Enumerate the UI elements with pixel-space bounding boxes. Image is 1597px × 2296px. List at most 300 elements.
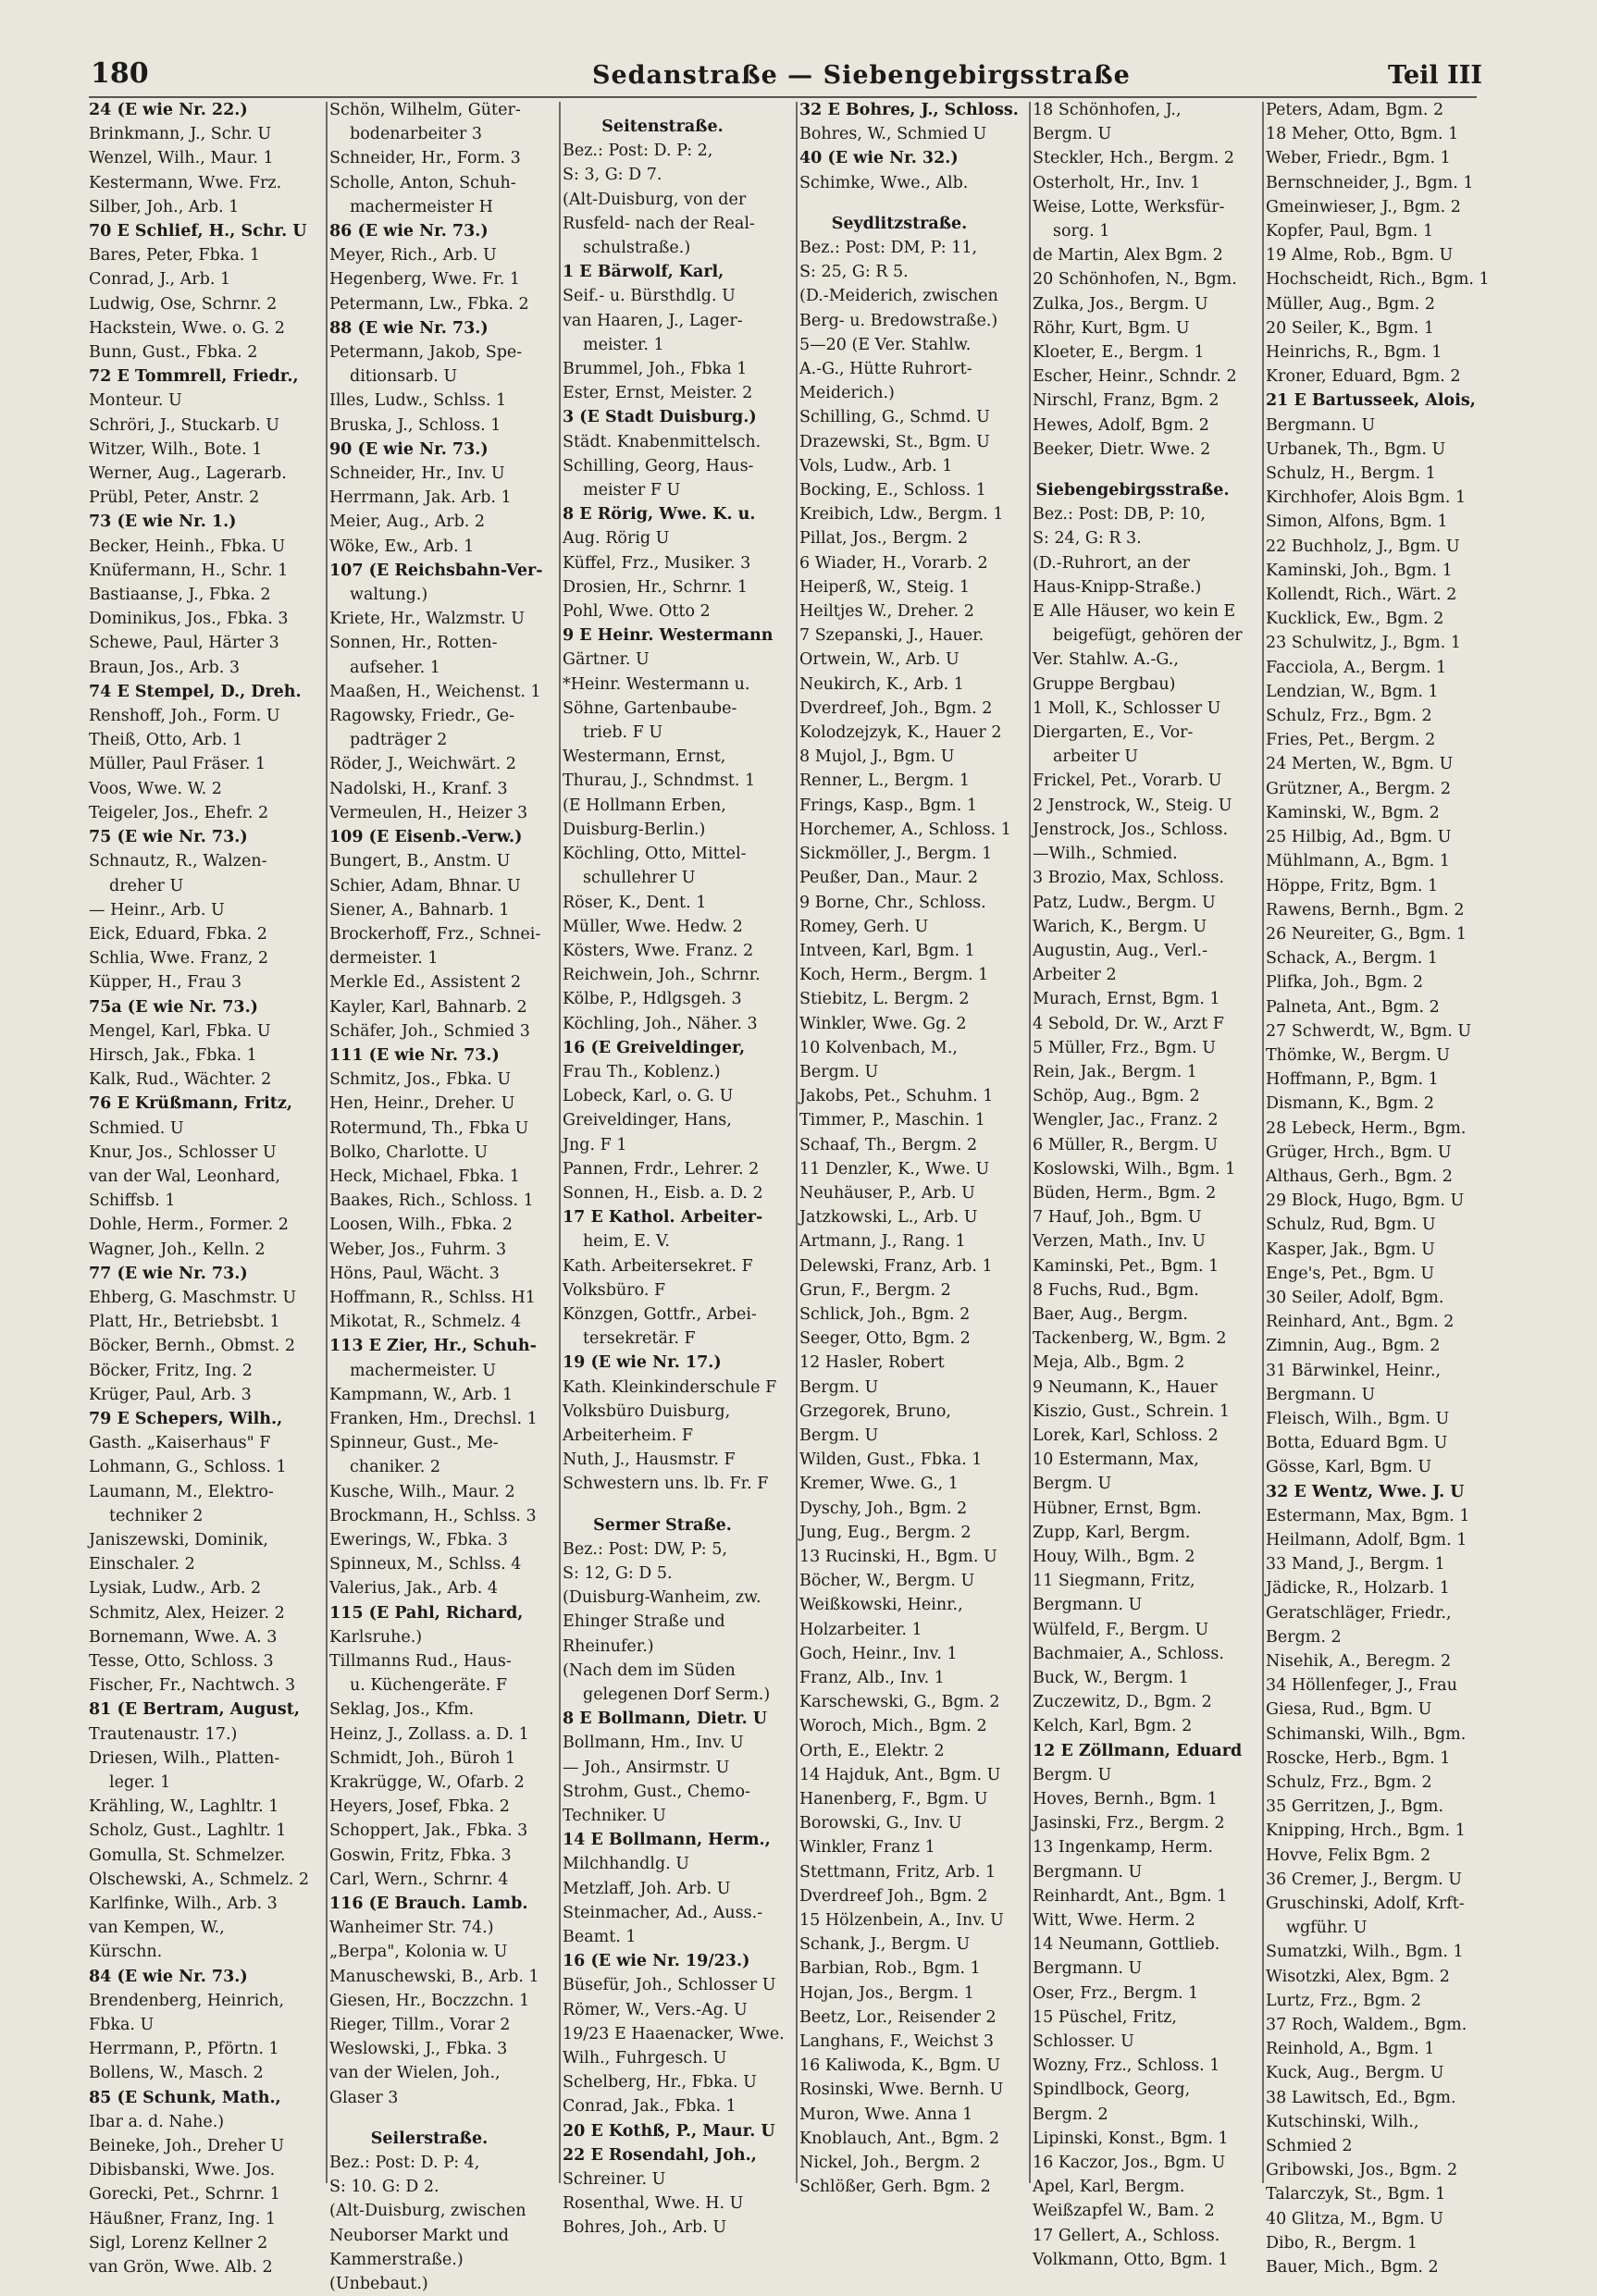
directory-entry-line: Jasinski, Frz., Bergm. 2 — [1033, 1814, 1225, 1833]
directory-entry-line: Kusche, Wilh., Maur. 2 — [329, 1482, 515, 1501]
directory-entry-line: 16 (E wie Nr. 19/23.) — [563, 1952, 750, 1971]
directory-entry-line: Dverdreef, Joh., Bgm. 2 — [799, 698, 993, 718]
directory-entry-line: Rusfeld- nach der Real- — [563, 214, 755, 233]
directory-entry-line: Kaminski, Joh., Bgm. 1 — [1266, 561, 1453, 580]
directory-entry-line: Bohres, Joh., Arb. U — [563, 2218, 727, 2238]
directory-entry-line: Giesen, Hr., Boczzchn. 1 — [329, 1991, 530, 2010]
directory-entry-line: Römer, W., Vers.-Ag. U — [563, 2000, 748, 2019]
column-1 — [89, 98, 310, 2277]
directory-entry-line: Barbian, Rob., Bgm. 1 — [799, 1959, 981, 1979]
directory-entry-line: Bergmann. U — [1033, 1862, 1143, 1882]
directory-entry-line: Sumatzki, Wilh., Bgm. 1 — [1266, 1943, 1464, 1962]
directory-entry-line: Kölbe, P., Hdlgsgeh. 3 — [563, 990, 742, 1009]
directory-entry-line: Fischer, Fr., Nachtwch. 3 — [89, 1676, 296, 1696]
directory-entry-line: Kopfer, Paul, Bgm. 1 — [1266, 222, 1434, 241]
directory-entry-line: Beetz, Lor., Reisender 2 — [799, 2007, 997, 2027]
directory-entry-line: Röder, J., Weichwärt. 2 — [329, 755, 516, 774]
directory-entry-line: padträger 2 — [350, 731, 448, 750]
directory-entry-line: Weber, Friedr., Bgm. 1 — [1266, 149, 1451, 168]
directory-entry-line: Conrad, J., Arb. 1 — [89, 270, 231, 290]
directory-entry-line: Olschewski, A., Schmelz. 2 — [89, 1870, 310, 1889]
directory-entry-line: 19 Alme, Rob., Bgm. U — [1266, 246, 1454, 265]
directory-entry-line: Kutschinski, Wilh., — [1266, 2112, 1419, 2131]
directory-entry-line: Verzen, Math., Inv. U — [1033, 1232, 1206, 1252]
directory-entry-line: Scholz, Gust., Laghltr. 1 — [89, 1821, 287, 1841]
directory-entry-line: Bez.: Post: DM, P: 11, — [799, 239, 978, 258]
directory-entry-line: Schmied 2 — [1266, 2137, 1353, 2156]
directory-entry-line: Arbeiterheim. F — [563, 1426, 693, 1445]
directory-entry-line: Seydlitzstraße. — [831, 214, 968, 233]
directory-entry-line: Tillmanns Rud., Haus- — [329, 1652, 512, 1671]
directory-entry-line: Kirchhofer, Alois Bgm. 1 — [1266, 488, 1467, 508]
directory-entry-line: S: 12, G: D 5. — [563, 1563, 673, 1583]
directory-entry-line: Knoblauch, Ant., Bgm. 2 — [799, 2129, 1000, 2148]
directory-entry-line: 88 (E wie Nr. 73.) — [329, 318, 489, 338]
directory-entry-line: Steckler, Hch., Bergm. 2 — [1033, 149, 1234, 168]
directory-entry-line: 6 Wiader, H., Vorarb. 2 — [799, 553, 988, 573]
directory-entry-line: Ver. Stahlw. A.-G., — [1033, 650, 1179, 670]
directory-entry-line: Brummel, Joh., Fbka 1 — [563, 360, 748, 379]
directory-entry-line: Könzgen, Gottfr., Arbei- — [563, 1304, 757, 1324]
directory-entry-line: 70 E Schlief, H., Schr. U — [89, 222, 307, 241]
directory-entry-line: „Berpa", Kolonia w. U — [329, 1943, 508, 1962]
directory-entry-line: Kammerstraße.) — [329, 2250, 464, 2269]
directory-entry-line: Bergmann. U — [1266, 1385, 1376, 1404]
directory-entry-line: 20 E Kothß, P., Maur. U — [563, 2121, 775, 2141]
directory-entry-line: Dismann, K., Bgm. 2 — [1266, 1094, 1434, 1114]
directory-entry-line: Nuth, J., Hausmstr. F — [563, 1450, 736, 1470]
directory-entry-line: Schröri, J., Stuckarb. U — [89, 415, 279, 435]
directory-entry-line: Hewes, Adolf, Bgm. 2 — [1033, 415, 1209, 435]
directory-entry-line: Wilden, Gust., Fbka. 1 — [799, 1450, 983, 1470]
directory-entry-line: Jatzkowski, L., Arb. U — [799, 1208, 978, 1228]
directory-entry-line: Mengel, Karl, Fbka. U — [89, 1021, 271, 1041]
directory-entry-line: 1 E Bärwolf, Karl, — [563, 263, 724, 282]
directory-entry-line: 74 E Stempel, D., Dreh. — [89, 682, 302, 701]
directory-entry-line: Warich, K., Bergm. U — [1033, 917, 1207, 936]
directory-entry-line: wgführ. U — [1286, 1919, 1368, 1938]
directory-entry-line: 9 Neumann, K., Hauer — [1033, 1377, 1218, 1397]
directory-entry-line: 19/23 E Haaenacker, Wwe. — [563, 2024, 785, 2043]
directory-entry-line: 1 Moll, K., Schlosser U — [1033, 698, 1221, 718]
directory-entry-line: Houy, Wilh., Bgm. 2 — [1033, 1547, 1195, 1566]
directory-entry-line: Ragowsky, Friedr., Ge- — [329, 707, 515, 726]
directory-entry-line: Schelberg, Hr., Fbka. U — [563, 2073, 757, 2092]
directory-entry-line: Roscke, Herb., Bgm. 1 — [1266, 1748, 1451, 1768]
column-5 — [1033, 98, 1243, 2269]
directory-entry-line: Kolodzejzyk, K., Hauer 2 — [799, 723, 1002, 743]
directory-entry-line: meister F U — [583, 481, 681, 500]
directory-entry-line: Wisotzki, Alex, Bgm. 2 — [1266, 1967, 1450, 1986]
directory-entry-line: Rosinski, Wwe. Bernh. U — [799, 2080, 1004, 2100]
page-number: 180 — [91, 57, 149, 90]
directory-entry-line: Bernschneider, J., Bgm. 1 — [1266, 173, 1474, 192]
directory-entry-line: trieb. F U — [583, 723, 663, 743]
directory-entry-line: 85 (E Schunk, Math., — [89, 2088, 281, 2107]
directory-entry-line: Nirschl, Franz, Bgm. 2 — [1033, 391, 1219, 411]
directory-entry-line: Milchhandlg. U — [563, 1855, 690, 1874]
directory-entry-line: Bachmaier, A., Schloss. — [1033, 1644, 1224, 1663]
directory-entry-line: Spinneur, Gust., Me- — [329, 1434, 499, 1453]
directory-entry-line: Kollendt, Rich., Wärt. 2 — [1266, 586, 1457, 605]
directory-entry-line: Schack, A., Bergm. 1 — [1266, 949, 1438, 969]
directory-entry-line: 2 Jenstrock, W., Steig. U — [1033, 796, 1232, 815]
directory-entry-line: Voos, Wwe. W. 2 — [89, 779, 222, 798]
directory-entry-line: Söhne, Gartenbaube- — [563, 698, 737, 718]
directory-entry-line: 113 E Zier, Hr., Schuh- — [329, 1337, 537, 1356]
directory-entry-line: Vols, Ludw., Arb. 1 — [799, 456, 953, 475]
directory-entry-line: Häußner, Franz, Ing. 1 — [89, 2209, 277, 2228]
directory-entry-line: Kayler, Karl, Bahnarb. 2 — [329, 997, 527, 1017]
directory-entry-line: Grun, F., Bergm. 2 — [799, 1280, 951, 1300]
directory-entry-line: Kösters, Wwe. Franz. 2 — [563, 941, 754, 960]
directory-entry-line: Bornemann, Wwe. A. 3 — [89, 1627, 278, 1647]
directory-entry-line: Herrmann, P., Pförtn. 1 — [89, 2040, 279, 2059]
directory-entry-line: Kelch, Karl, Bgm. 2 — [1033, 1717, 1193, 1736]
directory-entry-line: 3 (E Stadt Duisburg.) — [563, 408, 757, 427]
directory-entry-line: Meiderich.) — [799, 384, 895, 403]
directory-entry-line: 86 (E wie Nr. 73.) — [329, 222, 489, 241]
directory-entry-line: Metzlaff, Joh. Arb. U — [563, 1879, 731, 1898]
directory-entry-line: Bollmann, Hm., Inv. U — [563, 1734, 744, 1753]
directory-entry-line: 35 Gerritzen, J., Bgm. — [1266, 1797, 1444, 1817]
directory-entry-line: Greiveldinger, Hans, — [563, 1111, 732, 1130]
directory-entry-line: (Alt-Duisburg, von der — [563, 190, 747, 209]
directory-entry-line: Driesen, Wilh., Platten- — [89, 1748, 280, 1768]
directory-entry-line: 19 (E wie Nr. 17.) — [563, 1353, 722, 1373]
directory-entry-line: Schulz, Frz., Bgm. 2 — [1266, 1773, 1432, 1793]
directory-entry-line: Osterholt, Hr., Inv. 1 — [1033, 173, 1201, 192]
directory-entry-line: Ludwig, Ose, Schrnr. 2 — [89, 294, 278, 314]
directory-entry-line: 40 (E wie Nr. 32.) — [799, 149, 959, 168]
directory-entry-line: Giesa, Rud., Bgm. U — [1266, 1700, 1432, 1720]
column-divider — [559, 102, 561, 2183]
directory-entry-line: Bergm. U — [799, 1062, 879, 1081]
directory-entry-line: Arbeiter 2 — [1033, 966, 1117, 985]
directory-entry-line: Murach, Ernst, Bgm. 1 — [1033, 990, 1220, 1009]
directory-entry-line: Schier, Adam, Bhnar. U — [329, 876, 521, 895]
directory-entry-line: Koch, Herm., Bergm. 1 — [799, 966, 989, 985]
page-header — [0, 57, 1597, 98]
directory-entry-line: Bunn, Gust., Fbka. 2 — [89, 343, 258, 363]
directory-entry-line: Neuborser Markt und — [329, 2226, 509, 2245]
directory-entry-line: Valerius, Jak., Arb. 4 — [329, 1579, 498, 1599]
directory-entry-line: Wanheimer Str. 74.) — [329, 1919, 494, 1938]
directory-entry-line: Schwestern uns. lb. Fr. F — [563, 1475, 769, 1494]
directory-entry-line: Schoppert, Jak., Fbka. 3 — [329, 1821, 528, 1841]
directory-entry-line: Stiebitz, L. Bergm. 2 — [799, 990, 970, 1009]
directory-entry-line: Meyer, Rich., Arb. U — [329, 246, 497, 265]
directory-entry-line: Heyers, Josef, Fbka. 2 — [329, 1797, 510, 1817]
directory-entry-line: Drazewski, St., Bgm. U — [799, 432, 990, 451]
directory-entry-line: 107 (E Reichsbahn-Ver- — [329, 561, 543, 580]
directory-entry-line: 7 Hauf, Joh., Bgm. U — [1033, 1208, 1202, 1228]
directory-entry-line: Reinhard, Ant., Bgm. 2 — [1266, 1313, 1455, 1332]
directory-entry-line: Estermann, Max, Bgm. 1 — [1266, 1506, 1470, 1525]
directory-entry-line: Knur, Jos., Schlosser U — [89, 1142, 277, 1162]
directory-entry-line: Hoffmann, P., Bgm. 1 — [1266, 1070, 1439, 1090]
directory-entry-line: Kaminski, W., Bgm. 2 — [1266, 803, 1440, 822]
directory-entry-line: Plifka, Joh., Bgm. 2 — [1266, 973, 1424, 993]
directory-entry-line: Schewe, Paul, Härter 3 — [89, 634, 279, 653]
directory-entry-line: 20 Schönhofen, N., Bgm. — [1033, 270, 1237, 290]
directory-entry-line: Stettmann, Fritz, Arb. 1 — [799, 1862, 997, 1882]
directory-entry-line: Thurau, J., Schndmst. 1 — [563, 772, 756, 791]
directory-entry-line: Wozny, Frz., Schloss. 1 — [1033, 2056, 1220, 2076]
directory-entry-line: Intveen, Karl, Bgm. 1 — [799, 941, 975, 960]
directory-entry-line: Schiffsb. 1 — [89, 1191, 176, 1211]
directory-entry-line: Theiß, Otto, Arb. 1 — [89, 731, 243, 750]
directory-entry-line: Palneta, Ant., Bgm. 2 — [1266, 997, 1440, 1017]
directory-entry-line: Eick, Eduard, Fbka. 2 — [89, 924, 267, 944]
directory-entry-line: A.-G., Hütte Ruhrort- — [799, 360, 972, 379]
directory-entry-line: Gorecki, Pet., Schrnr. 1 — [89, 2185, 280, 2204]
directory-entry-line: Bergm. 2 — [1033, 2105, 1108, 2124]
directory-entry-line: 16 Kaczor, Jos., Bgm. U — [1033, 2154, 1226, 2173]
directory-entry-line: 18 Schönhofen, J., — [1033, 101, 1182, 119]
directory-entry-line: Wülfeld, F., Bergm. U — [1033, 1620, 1209, 1639]
directory-entry-line: Grüger, Hrch., Bgm. U — [1266, 1142, 1452, 1162]
directory-entry-line: Illes, Ludw., Schlss. 1 — [329, 391, 507, 411]
directory-entry-line: Witzer, Wilh., Bote. 1 — [89, 439, 263, 459]
directory-entry-line: Schank, J., Bergm. U — [799, 1935, 971, 1955]
directory-entry-line: Böcker, Fritz, Ing. 2 — [89, 1361, 253, 1380]
directory-entry-line: Laumann, M., Elektro- — [89, 1482, 274, 1501]
directory-entry-line: Seilerstraße. — [370, 2129, 489, 2148]
directory-entry-line: Kiszio, Gust., Schrein. 1 — [1033, 1401, 1230, 1421]
directory-entry-line: Buck, W., Bergm. 1 — [1033, 1669, 1189, 1687]
directory-entry-line: Heilmann, Adolf, Bgm. 1 — [1266, 1530, 1467, 1549]
directory-entry-line: Baer, Aug., Bergm. — [1033, 1304, 1188, 1324]
directory-entry-line: Mühlmann, A., Bgm. 1 — [1266, 852, 1450, 871]
directory-entry-line: Neukirch, K., Arb. 1 — [799, 674, 964, 694]
directory-entry-line: Weber, Jos., Fuhrm. 3 — [329, 1240, 507, 1259]
directory-entry-line: Böcher, W., Bergm. U — [799, 1572, 975, 1591]
directory-entry-line: 116 (E Brauch. Lamb. — [329, 1895, 528, 1914]
directory-entry-line: 75 (E wie Nr. 73.) — [89, 828, 248, 847]
directory-entry-line: Meja, Alb., Bgm. 2 — [1033, 1353, 1185, 1373]
directory-entry-line: Schilling, Georg, Haus- — [563, 456, 754, 475]
directory-entry-line: Ester, Ernst, Meister. 2 — [563, 384, 753, 403]
directory-entry-line: Schimke, Wwe., Alb. — [799, 173, 969, 192]
directory-entry-line: 77 (E wie Nr. 73.) — [89, 1264, 248, 1283]
directory-entry-line: Frau Th., Koblenz.) — [563, 1062, 721, 1081]
directory-entry-line: Spinneux, M., Schlss. 4 — [329, 1555, 522, 1574]
directory-entry-line: 5 Müller, Frz., Bgm. U — [1033, 1038, 1216, 1057]
directory-entry-line: Dohle, Herm., Former. 2 — [89, 1216, 289, 1235]
directory-entry-line: Bez.: Post: DW, P: 5, — [563, 1539, 727, 1559]
directory-entry-line: Woroch, Mich., Bgm. 2 — [799, 1717, 987, 1736]
directory-entry-line: — Heinr., Arb. U — [89, 900, 225, 920]
directory-entry-line: Jung, Eug., Bergm. 2 — [799, 1523, 972, 1542]
directory-entry-line: dreher U — [109, 876, 184, 895]
directory-entry-line: bodenarbeiter 3 — [350, 125, 482, 144]
directory-entry-line: 15 Püschel, Fritz, — [1033, 2007, 1177, 2027]
directory-entry-line: Schreiner. U — [563, 2170, 666, 2190]
directory-entry-line: Müller, Wwe. Hedw. 2 — [563, 917, 743, 936]
directory-entry-line: dermeister. 1 — [329, 949, 439, 969]
directory-entry-line: 11 Denzler, K., Wwe. U — [799, 1159, 990, 1179]
directory-entry-line: Horchemer, A., Schloss. 1 — [799, 820, 1011, 839]
directory-entry-line: Platt, Hr., Betriebsbt. 1 — [89, 1313, 280, 1332]
directory-entry-line: Jakobs, Pet., Schuhm. 1 — [799, 1087, 994, 1106]
directory-entry-line: 75a (E wie Nr. 73.) — [89, 997, 258, 1017]
directory-entry-line: Reichwein, Joh., Schrnr. — [563, 966, 761, 985]
directory-entry-line: Manuschewski, B., Arb. 1 — [329, 1967, 539, 1986]
directory-entry-line: Kaminski, Pet., Bgm. 1 — [1033, 1256, 1219, 1276]
directory-entry-line: 13 Rucinski, H., Bgm. U — [799, 1547, 997, 1566]
directory-entry-line: Berg- u. Bredowstraße.) — [799, 311, 998, 330]
directory-entry-line: Lurtz, Frz., Bgm. 2 — [1266, 1991, 1421, 2010]
directory-entry-line: Lobeck, Karl, o. G. U — [563, 1087, 734, 1106]
directory-entry-line: Goch, Heinr., Inv. 1 — [799, 1644, 958, 1663]
directory-entry-line: 90 (E wie Nr. 73.) — [329, 439, 489, 459]
directory-entry-line: Jenstrock, Jos., Schloss. — [1033, 820, 1229, 839]
directory-entry-line: Fries, Pet., Bergm. 2 — [1266, 731, 1436, 750]
directory-entry-line: Fbka. U — [89, 2016, 155, 2035]
directory-entry-line: Wöke, Ew., Arb. 1 — [329, 537, 475, 556]
directory-entry-line: 8 E Bollmann, Dietr. U — [563, 1710, 768, 1729]
directory-entry-line: Heiperß, W., Steig. 1 — [799, 577, 971, 597]
directory-entry-line: Knipping, Hrch., Bgm. 1 — [1266, 1821, 1466, 1841]
directory-entry-line: Röser, K., Dent. 1 — [563, 893, 707, 912]
directory-entry-line: Braun, Jos., Arb. 3 — [89, 658, 241, 677]
directory-entry-line: Höppe, Fritz, Bgm. 1 — [1266, 876, 1439, 895]
directory-entry-line: heim, E. V. — [583, 1232, 670, 1252]
directory-entry-line: Romey, Gerh. U — [799, 917, 929, 936]
directory-entry-line: Dyschy, Joh., Bgm. 2 — [799, 1499, 968, 1518]
directory-entry-line: Hochscheidt, Rich., Bgm. 1 — [1266, 270, 1490, 290]
directory-entry-line: 38 Lawitsch, Ed., Bgm. — [1266, 2088, 1456, 2107]
directory-entry-line: 76 E Krüßmann, Fritz, — [89, 1094, 292, 1114]
directory-entry-line: Reinhardt, Ant., Bgm. 1 — [1033, 1886, 1228, 1906]
directory-entry-line: 9 Borne, Chr., Schloss. — [799, 893, 986, 912]
directory-entry-line: Timmer, P., Maschin. 1 — [799, 1111, 985, 1130]
directory-entry-line: Böcker, Bernh., Obmst. 2 — [89, 1337, 295, 1356]
directory-entry-line: Orth, E., Elektr. 2 — [799, 1741, 945, 1760]
directory-entry-line: 37 Roch, Waldem., Bgm. — [1266, 2016, 1467, 2035]
directory-entry-line: 84 (E wie Nr. 73.) — [89, 1967, 248, 1986]
directory-entry-line: Bergmann. U — [1266, 415, 1376, 435]
directory-entry-line: Gribowski, Jos., Bgm. 2 — [1266, 2161, 1458, 2180]
directory-entry-line: Städt. Knabenmittelsch. — [563, 432, 761, 451]
directory-entry-line: Heinz, J., Zollass. a. D. 1 — [329, 1724, 529, 1744]
directory-entry-line: Schön, Wilhelm, Güter- — [329, 101, 521, 119]
directory-entry-line: Krähling, W., Laghltr. 1 — [89, 1797, 279, 1817]
directory-entry-line: Sermer Straße. — [593, 1515, 732, 1535]
directory-entry-line: machermeister. U — [350, 1361, 497, 1380]
directory-entry-line: Nisehik, A., Beregm. 2 — [1266, 1652, 1452, 1671]
directory-entry-line: 14 E Bollmann, Herm., — [563, 1831, 771, 1850]
directory-entry-line: 109 (E Eisenb.-Verw.) — [329, 828, 523, 847]
directory-entry-line: Rosenthal, Wwe. H. U — [563, 2194, 744, 2214]
directory-entry-line: Heiltjes W., Dreher. 2 — [799, 602, 974, 622]
directory-entry-line: Witt, Wwe. Herm. 2 — [1033, 1911, 1195, 1931]
directory-entry-line: Bungert, B., Anstm. U — [329, 852, 511, 871]
directory-entry-line: 29 Block, Hugo, Bgm. U — [1266, 1191, 1465, 1211]
directory-entry-line: Gmeinwieser, J., Bgm. 2 — [1266, 197, 1461, 216]
directory-entry-line: 24 Merten, W., Bgm. U — [1266, 755, 1454, 774]
directory-entry-line: sorg. 1 — [1053, 222, 1110, 241]
directory-entry-line: Jädicke, R., Holzarb. 1 — [1266, 1579, 1450, 1599]
directory-entry-line: Knüfermann, H., Schr. 1 — [89, 561, 289, 580]
directory-entry-line: Siebengebirgsstraße. — [1035, 481, 1230, 500]
directory-entry-line: Kremer, Wwe. G., 1 — [799, 1475, 959, 1494]
directory-entry-line: Kasper, Jak., Bgm. U — [1266, 1240, 1435, 1259]
directory-entry-line: Sigl, Lorenz Kellner 2 — [89, 2233, 268, 2253]
directory-entry-line: Schöp, Aug., Bgm. 2 — [1033, 1087, 1200, 1106]
directory-entry-line: Langhans, F., Weichst 3 — [799, 2032, 995, 2052]
directory-entry-line: Gomulla, St. Schmelzer. — [89, 1845, 286, 1865]
directory-entry-line: Schmidt, Joh., Büroh 1 — [329, 1748, 516, 1768]
directory-entry-line: Grützner, A., Bergm. 2 — [1266, 779, 1452, 798]
directory-entry-line: Schaaf, Th., Bergm. 2 — [799, 1135, 978, 1154]
directory-entry-line: Pillat, Jos., Bergm. 2 — [799, 529, 969, 549]
directory-entry-line: Petermann, Jakob, Spe- — [329, 343, 523, 363]
directory-entry-line: Ehinger Straße und — [563, 1612, 725, 1632]
directory-entry-line: Goswin, Fritz, Fbka. 3 — [329, 1845, 512, 1865]
directory-entry-line: Müller, Aug., Bgm. 2 — [1266, 294, 1436, 314]
directory-entry-line: gelegenen Dorf Serm.) — [583, 1685, 771, 1704]
directory-entry-line: 32 E Bohres, J., Schloss. — [799, 101, 1019, 119]
directory-entry-line: Conrad, Jak., Fbka. 1 — [563, 2097, 737, 2117]
directory-entry-line: 14 Hajduk, Ant., Bgm. U — [799, 1765, 1001, 1784]
directory-entry-line: Fleisch, Wilh., Bgm. U — [1266, 1409, 1450, 1428]
directory-entry-line: aufseher. 1 — [350, 658, 440, 677]
directory-entry-line: Zulka, Jos., Bergm. U — [1033, 294, 1208, 314]
directory-entry-line: Kath. Kleinkinderschule F — [563, 1377, 777, 1397]
directory-entry-line: Renner, L., Bergm. 1 — [799, 772, 970, 791]
directory-entry-line: Gösse, Karl, Bgm. U — [1266, 1458, 1432, 1477]
directory-entry-line: Zuczewitz, D., Bgm. 2 — [1033, 1693, 1212, 1712]
directory-entry-line: 4 Sebold, Dr. W., Arzt F — [1033, 1014, 1224, 1033]
directory-entry-line: Schäfer, Joh., Schmied 3 — [329, 1021, 530, 1041]
directory-entry-line: Müller, Paul Fräser. 1 — [89, 755, 266, 774]
directory-entry-line: chaniker. 2 — [350, 1458, 441, 1477]
directory-entry-line: Bez.: Post: D. P: 4, — [329, 2154, 480, 2173]
directory-entry-line: Jng. F 1 — [563, 1135, 627, 1154]
directory-entry-line: Bez.: Post: D. P: 2, — [563, 142, 713, 161]
directory-entry-line: Rheinufer.) — [563, 1636, 654, 1656]
column-divider — [1029, 102, 1031, 2183]
directory-entry-line: Apel, Karl, Bergm. — [1033, 2178, 1185, 2197]
part-label: Teil III — [1388, 61, 1482, 90]
directory-entry-line: Trautenaustr. 17.) — [89, 1724, 238, 1744]
directory-entry-line: Krakrügge, W., Ofarb. 2 — [329, 1773, 525, 1793]
directory-entry-line: 30 Seiler, Adolf, Bgm. — [1266, 1288, 1444, 1307]
directory-entry-line: Beeker, Dietr. Wwe. 2 — [1033, 439, 1211, 459]
directory-entry-line: 40 Glitza, M., Bgm. U — [1266, 2209, 1443, 2228]
directory-entry-line: Schulz, Rud, Bgm. U — [1266, 1216, 1436, 1235]
directory-entry-line: Lipinski, Konst., Bgm. 1 — [1033, 2129, 1229, 2148]
directory-entry-line: Weißzapfel W., Bam. 2 — [1033, 2202, 1215, 2221]
directory-entry-line: Seklag, Jos., Kfm. — [329, 1700, 475, 1720]
directory-entry-line: Einschaler. 2 — [89, 1555, 195, 1574]
directory-entry-line: Gasth. „Kaiserhaus" F — [89, 1434, 271, 1453]
directory-entry-line: 14 Neumann, Gottlieb. — [1033, 1935, 1220, 1955]
directory-entry-line: Duisburg-Berlin.) — [563, 820, 706, 839]
directory-entry-line: Urbanek, Th., Bgm. U — [1266, 439, 1446, 459]
directory-entry-line: 31 Bärwinkel, Heinr., — [1266, 1361, 1442, 1380]
directory-entry-line: Schlößer, Gerh. Bgm. 2 — [799, 2178, 991, 2197]
directory-entry-line: Köchling, Otto, Mittel- — [563, 845, 747, 864]
directory-entry-line: Wilh., Fuhrgesch. U — [563, 2049, 727, 2068]
directory-entry-line: Lohmann, G., Schloss. 1 — [89, 1458, 287, 1477]
directory-entry-line: Maaßen, H., Weichenst. 1 — [329, 682, 541, 701]
directory-entry-line: Brendenberg, Heinrich, — [89, 1991, 285, 2010]
directory-entry-line: Mikotat, R., Schmelz. 4 — [329, 1313, 522, 1332]
directory-entry-line: Zimnin, Aug., Bgm. 2 — [1266, 1337, 1441, 1356]
